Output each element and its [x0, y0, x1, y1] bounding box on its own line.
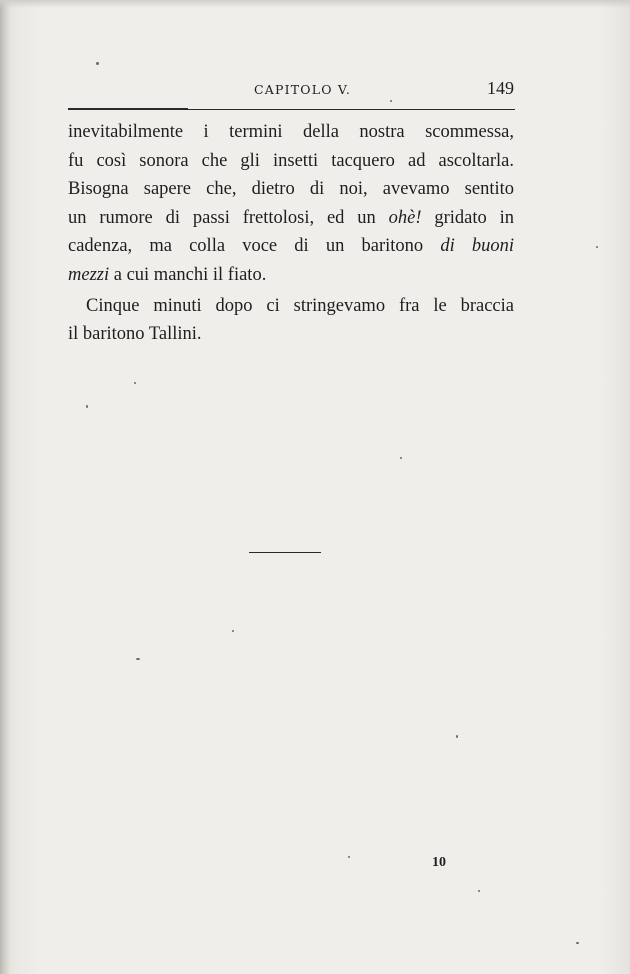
text-line: il baritono Tallini. — [68, 324, 202, 345]
chapter-heading: CAPITOLO V. — [254, 82, 352, 97]
italic-text: ohè! — [388, 207, 422, 228]
text-run: a cui manchi il fiato. — [109, 264, 267, 285]
paper-speck — [478, 890, 480, 892]
paragraph-1 — [68, 118, 514, 290]
paper-speck — [596, 246, 598, 248]
paragraph-2 — [68, 292, 514, 349]
body-text — [68, 118, 514, 349]
paper-speck — [390, 100, 392, 102]
text-line: Bisogna sapere che, dietro di noi, avevamo sentito — [68, 179, 514, 200]
page-top-edge — [0, 0, 630, 8]
text-line — [68, 232, 514, 261]
text-line: fu così sonora che gli insetti tacquero ad ascoltarla. — [68, 150, 514, 171]
paper-speck — [134, 382, 136, 384]
text-line: Cinque minuti dopo ci stringevamo fra le braccia — [86, 295, 514, 316]
italic-text: di buoni — [440, 236, 515, 257]
text-line: inevitabilmente i termini della nostra scommessa, — [68, 122, 514, 142]
header-rule-thick-segment — [68, 108, 188, 110]
paper-speck — [136, 658, 140, 660]
paper-speck — [456, 735, 458, 738]
running-head — [60, 78, 520, 102]
section-end-rule — [249, 552, 321, 553]
signature-mark: 10 — [432, 855, 446, 870]
paper-speck — [348, 856, 350, 858]
text-line — [68, 261, 514, 290]
text-line — [68, 204, 514, 233]
paper-speck — [96, 62, 99, 65]
text-run: un rumore di passi frettolosi, ed un — [68, 207, 389, 228]
paper-speck — [232, 630, 234, 632]
page-left-edge — [0, 0, 10, 974]
page-number: 149 — [487, 78, 514, 98]
paper-speck — [576, 942, 579, 944]
italic-text: mezzi — [68, 264, 110, 285]
paper-speck — [86, 405, 88, 408]
text-run: cadenza, ma colla voce di un baritono — [68, 236, 441, 257]
paper-speck — [400, 457, 402, 459]
text-run: gridato in — [421, 207, 514, 228]
